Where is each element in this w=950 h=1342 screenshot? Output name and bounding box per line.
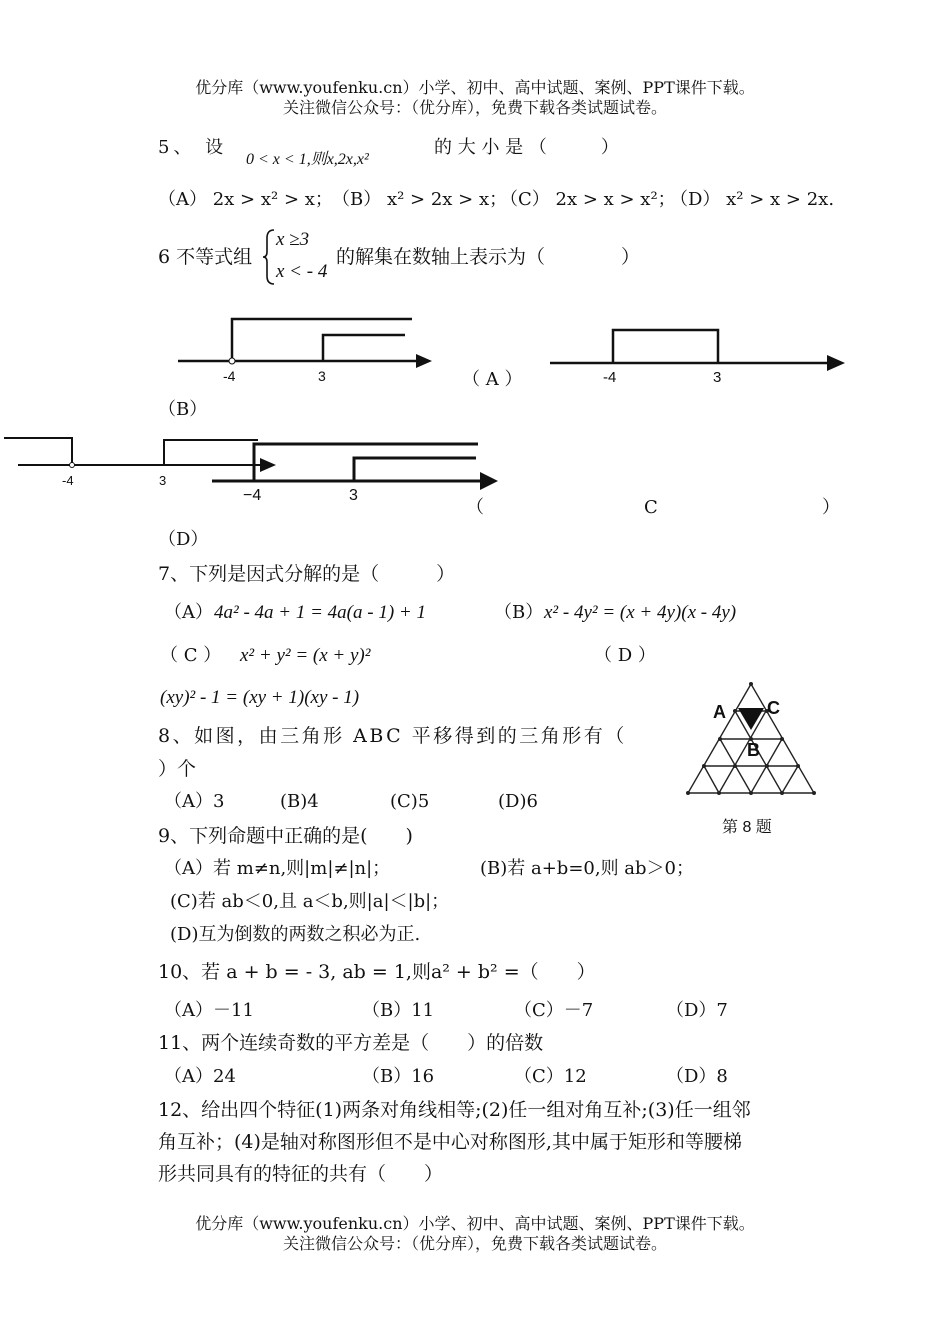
q9-option-b: (B)若 a+b=0,则 ab＞0； <box>480 858 695 879</box>
q6-system-line-1: x ≥3 <box>276 229 310 250</box>
q11-option-c: （C）12 <box>514 1066 587 1087</box>
tick-neg4-4: −4 <box>243 487 262 504</box>
q7-option-d: (xy)² - 1 = (xy + 1)(xy - 1) <box>160 687 360 708</box>
q9-option-a: （A）若 m≠n,则|m|≠|n|； <box>164 858 391 879</box>
tick-neg4-2: -4 <box>603 369 617 386</box>
q8-option-a: （A）3 <box>164 791 225 812</box>
q8-triangle-abc <box>738 708 764 730</box>
q12-line-2: 角互补；(4)是轴对称图形但不是中心对称图形,其中属于矩形和等腰梯 <box>158 1131 742 1153</box>
q10-option-c: （C）－7 <box>514 1000 594 1021</box>
tick-3-4: 3 <box>349 487 358 504</box>
tick-3-1: 3 <box>318 368 326 384</box>
q11-stem: 11、两个连续奇数的平方差是（ ）的倍数 <box>158 1032 544 1054</box>
q8-option-b: (B)4 <box>280 791 319 812</box>
tick-neg4-1: -4 <box>223 368 236 384</box>
q10-option-a: （A）－11 <box>164 1000 254 1021</box>
footer-line-2: 关注微信公众号：（优分库），免费下载各类试题试卷。 <box>282 1234 667 1253</box>
q9-option-d: (D)互为倒数的两数之积必为正. <box>170 924 421 945</box>
q6-label-b: （B） <box>158 399 208 420</box>
q10-stem: 10、若 a + b = - 3, ab = 1,则a² + b² =（ ） <box>158 961 596 983</box>
q8-label-b: B <box>747 740 760 760</box>
q8-label-c: C <box>767 698 780 718</box>
q6-label-d: （D） <box>158 529 209 550</box>
q7-option-d-label: （ D ） <box>594 645 656 666</box>
q11-option-d: （D）8 <box>666 1066 728 1087</box>
q8-stem-line-1: 8、如图，由三角形 ABC 平移得到的三角形有（ <box>158 725 627 747</box>
tick-neg4-3: -4 <box>62 473 74 488</box>
number-line-lower-left <box>4 438 276 472</box>
q7-option-a: 4a² - 4a + 1 = 4a(a - 1) + 1 <box>214 602 426 623</box>
number-line-right <box>550 330 845 371</box>
footer-line-1: 优分库（www.youfenku.cn）小学、初中、高中试题、案例、PPT课件下载。 <box>195 1214 755 1233</box>
q7-option-c-label: （ C ） <box>160 645 222 666</box>
q5-tail: 的 大 小 是 （ ） <box>434 137 619 158</box>
q8-option-d: (D)6 <box>498 791 538 812</box>
q6-tail: 的解集在数轴上表示为（ ） <box>336 246 641 268</box>
q5-stem: 5、 设 <box>158 137 228 158</box>
q8-label-a: A <box>713 702 726 722</box>
q10-option-b: （B）11 <box>362 1000 435 1021</box>
q6-label-a: （ A ） <box>462 369 523 390</box>
q8-figure-caption: 第 8 题 <box>722 819 772 836</box>
tick-3-3: 3 <box>159 473 167 488</box>
q5-option-a: （A） 2x > x² > x； <box>158 189 333 210</box>
number-line-left <box>178 319 432 368</box>
q6-label-c-close: ） <box>822 497 840 518</box>
q10-option-d: （D）7 <box>666 1000 728 1021</box>
q5-option-c: （C） 2x > x > x²； <box>500 189 676 210</box>
q6-stem: 6 不等式组 <box>158 246 253 268</box>
q7-option-b-label: （B） <box>494 602 544 623</box>
q7-option-b: x² - 4y² = (x + 4y)(x - 4y) <box>544 602 737 623</box>
q9-option-c: (C)若 ab＜0,且 a＜b,则|a|＜|b|； <box>170 891 450 912</box>
q5-condition: 0 < x < 1,则x,2x,x² <box>246 151 369 168</box>
q11-option-a: （A）24 <box>164 1066 236 1087</box>
tick-3-2: 3 <box>713 369 722 386</box>
q6-label-c: C <box>644 497 658 518</box>
q12-line-3: 形共同具有的特征的共有（ ） <box>158 1163 444 1185</box>
q8-stem-line-2: ）个 <box>158 758 197 780</box>
q5-option-b: （B） x² > 2x > x； <box>332 189 508 210</box>
q8-option-c: (C)5 <box>390 791 430 812</box>
q12-line-1: 12、给出四个特征(1)两条对角线相等;(2)任一组对角互补;(3)任一组邻 <box>158 1099 751 1121</box>
header-line-2: 关注微信公众号：（优分库），免费下载各类试题试卷。 <box>282 98 667 117</box>
q7-option-c: x² + y² = (x + y)² <box>240 645 371 666</box>
header-line-1: 优分库（www.youfenku.cn）小学、初中、高中试题、案例、PPT课件下载。 <box>195 78 755 97</box>
q6-label-c-open: （ <box>466 497 484 518</box>
q7-stem: 7、下列是因式分解的是（ ） <box>158 563 456 585</box>
q5-option-d: （D） x² > x > 2x. <box>670 189 835 210</box>
q11-option-b: （B）16 <box>362 1066 435 1087</box>
q9-stem: 9、下列命题中正确的是( ) <box>158 825 413 847</box>
q6-system-line-2: x < - 4 <box>276 261 328 282</box>
q7-option-a-label: （A） <box>164 602 213 623</box>
